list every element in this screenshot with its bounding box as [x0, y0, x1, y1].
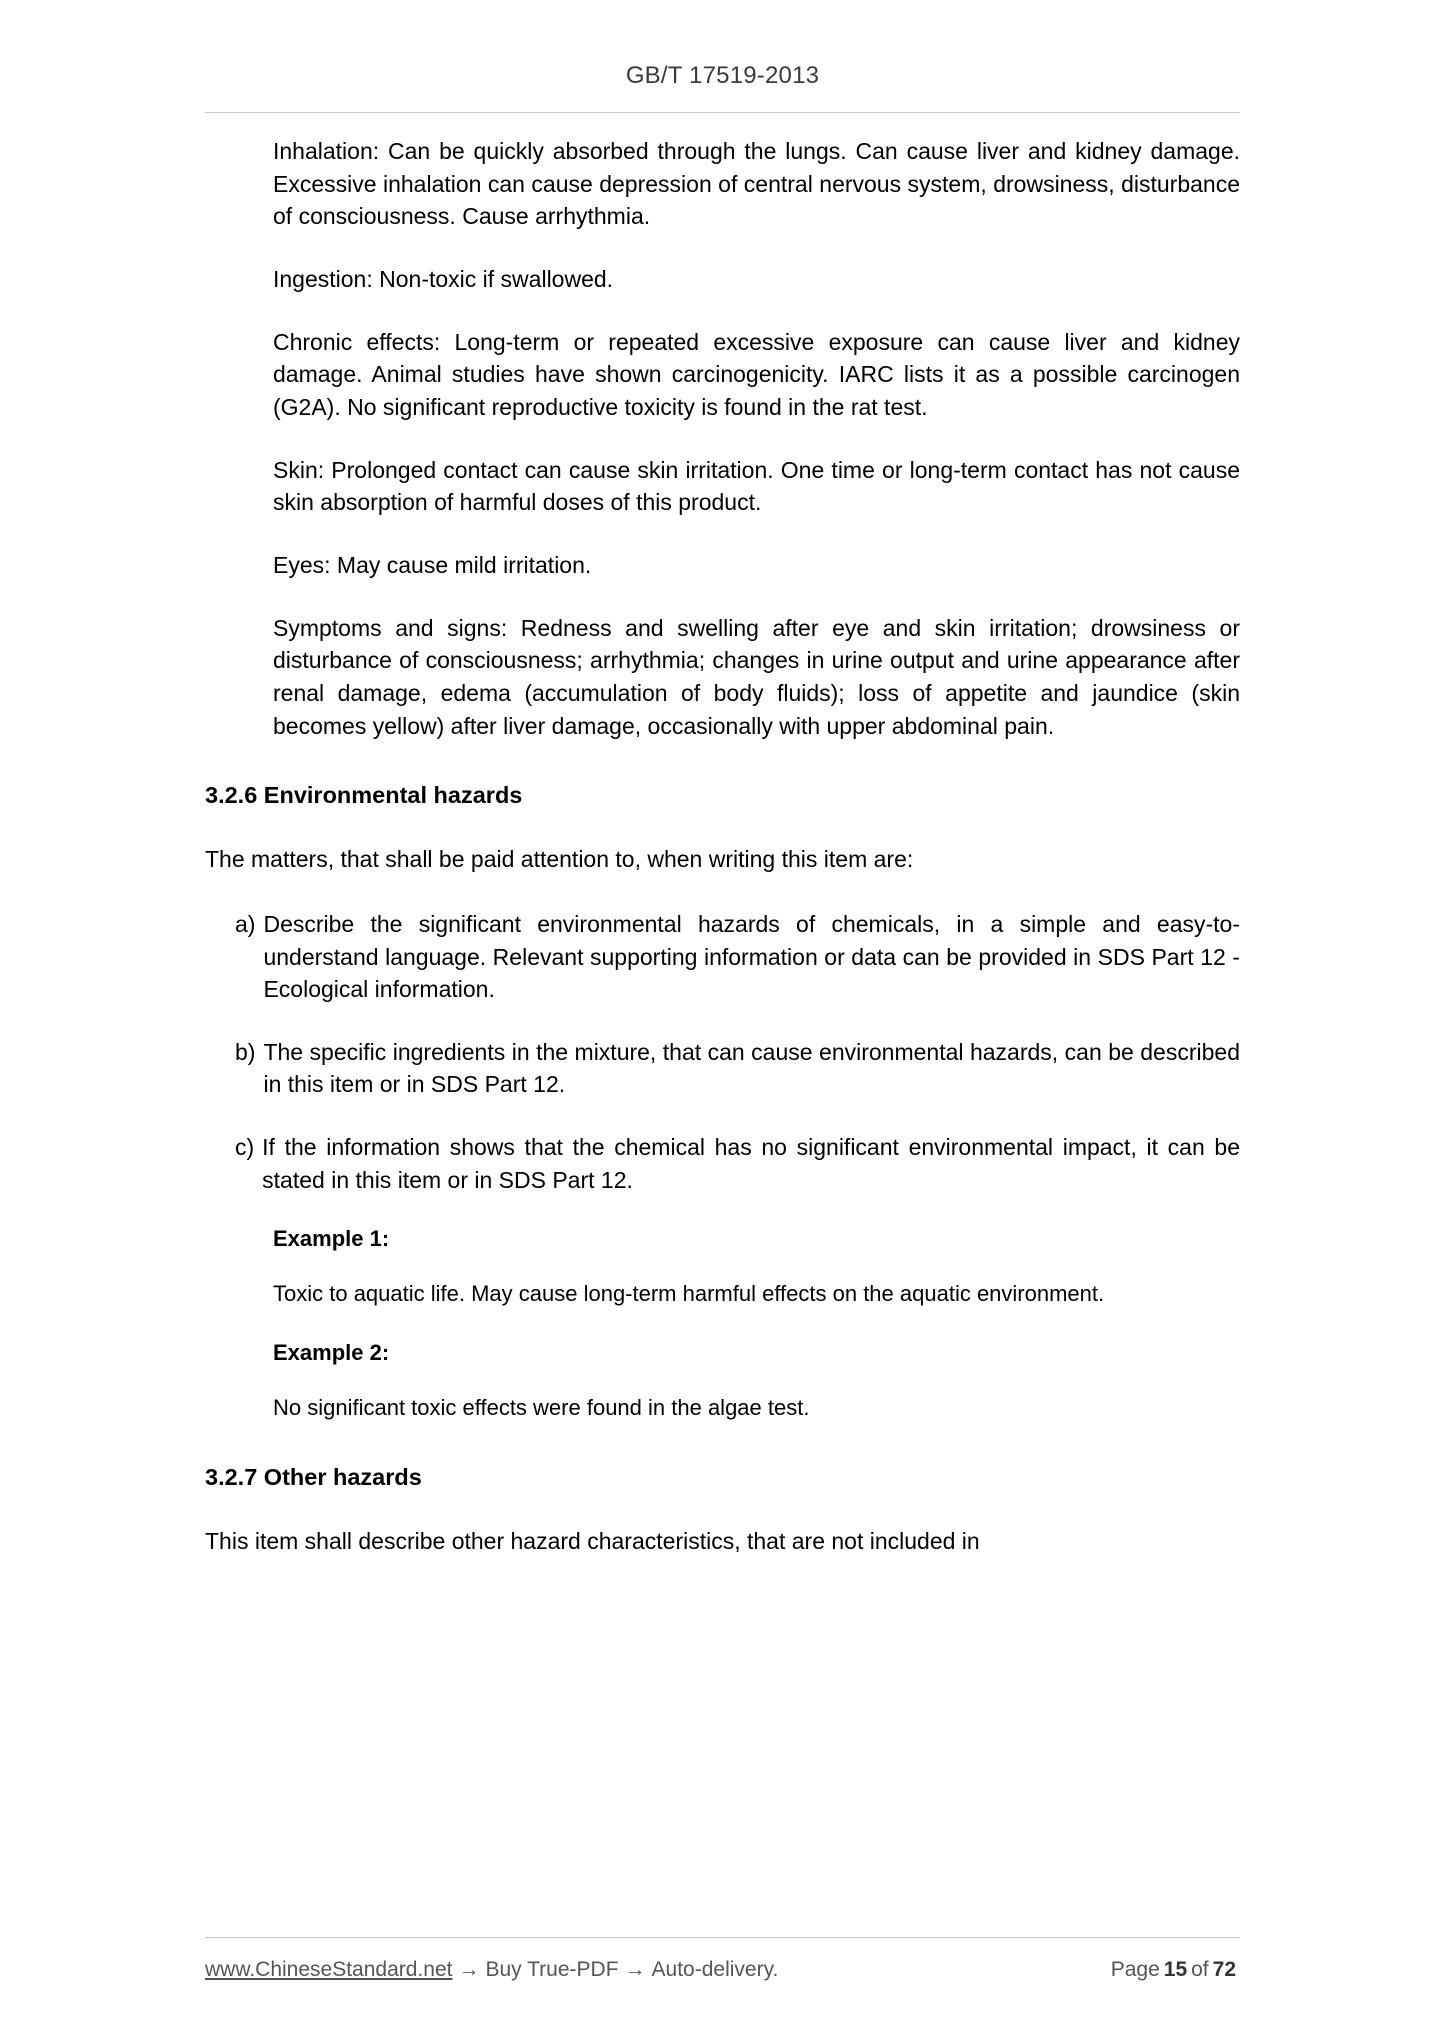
example-1-text: Toxic to aquatic life. May cause long-term harmful effects on the aquatic environment. [273, 1281, 1105, 1307]
page-header [0, 0, 1445, 90]
hazard-paragraphs [273, 135, 1240, 742]
page-number: 15 [1163, 1958, 1188, 1981]
footer-row [205, 1958, 1240, 1982]
list-item-text: If the information shows that the chemical has no significant environmental impact, it can be stated in this item or in SDS Part 12. [262, 1134, 1240, 1193]
section-3-2-7-lead: This item shall describe other hazard characteristics, that are not included in [205, 1528, 980, 1555]
arrow-right-icon-2: → [624, 1958, 646, 1981]
page-indicator [1111, 1958, 1240, 1982]
paragraph-symptoms-and-signs: Symptoms and signs: Redness and swelling after eye and skin irritation; drowsiness or disturbance of consciousness; arrhythmia; changes in urine output and urine appearance after renal damage, edema (accumulation of body fluids); loss of appetite and jaundice (skin becomes yellow) after liver damage, occasionally with upper abdominal pain. [273, 614, 1240, 739]
arrow-right-icon: → [458, 1958, 480, 1981]
section-heading-3-2-6: 3.2.6 Environmental hazards [205, 782, 523, 809]
paragraph-eyes: Eyes: May cause mild irritation. [273, 551, 592, 578]
delivery-label: Auto-delivery. [651, 1958, 779, 1981]
list-item-marker: b) [235, 1038, 256, 1065]
list-item-marker: c) [235, 1134, 255, 1161]
list-item [205, 1131, 1240, 1196]
example-1-label: Example 1: [273, 1226, 390, 1252]
environmental-hazards-list [205, 908, 1240, 1197]
total-pages: 72 [1212, 1958, 1236, 1981]
list-item [205, 908, 1240, 1006]
examples-block [273, 1226, 1240, 1424]
example-2-label: Example 2: [273, 1340, 390, 1366]
page-footer [205, 1937, 1240, 1982]
page-label: Page [1110, 1958, 1160, 1981]
footer-divider [205, 1937, 1240, 1938]
page-content [205, 113, 1240, 1558]
section-3-2-6-lead: The matters, that shall be paid attention to, when writing this item are: [205, 846, 914, 873]
list-item-text: Describe the significant environmental hazards of chemicals, in a simple and easy-to-understand language. Relevant supporting information or data can be provided in SDS Part 12 - Ecological information. [263, 910, 1240, 1003]
list-item [205, 1036, 1240, 1101]
website-link[interactable]: www.ChineseStandard.net [205, 1958, 453, 1981]
buy-label[interactable]: Buy True-PDF [485, 1958, 619, 1981]
example-2-text: No significant toxic effects were found in the algae test. [273, 1395, 810, 1421]
section-heading-3-2-7: 3.2.7 Other hazards [205, 1464, 422, 1491]
paragraph-skin: Skin: Prolonged contact can cause skin irritation. One time or long-term contact has not cause skin absorption of harmful doses of this product. [273, 456, 1240, 516]
list-item-marker: a) [235, 910, 256, 937]
standard-code: GB/T 17519-2013 [625, 62, 820, 89]
list-item-text: The specific ingredients in the mixture, that can cause environmental hazards, can be described in this item or in SDS Part 12. [263, 1038, 1240, 1098]
paragraph-inhalation: Inhalation: Can be quickly absorbed through the lungs. Can cause liver and kidney damage. Excessive inhalation can cause depression of central nervous system, drowsiness, disturbance of consciousness. Cause arrhythmia. [273, 138, 1240, 230]
of-label: of [1191, 1958, 1209, 1981]
paragraph-chronic-effects: Chronic effects: Long-term or repeated excessive exposure can cause liver and kidney damage. Animal studies have shown carcinogenicity. IARC lists it as a possible carcinogen (G2A). No significant reproductive toxicity is found in the rat test. [273, 328, 1240, 420]
footer-left [205, 1958, 1111, 1982]
paragraph-ingestion: Ingestion: Non-toxic if swallowed. [273, 265, 614, 292]
